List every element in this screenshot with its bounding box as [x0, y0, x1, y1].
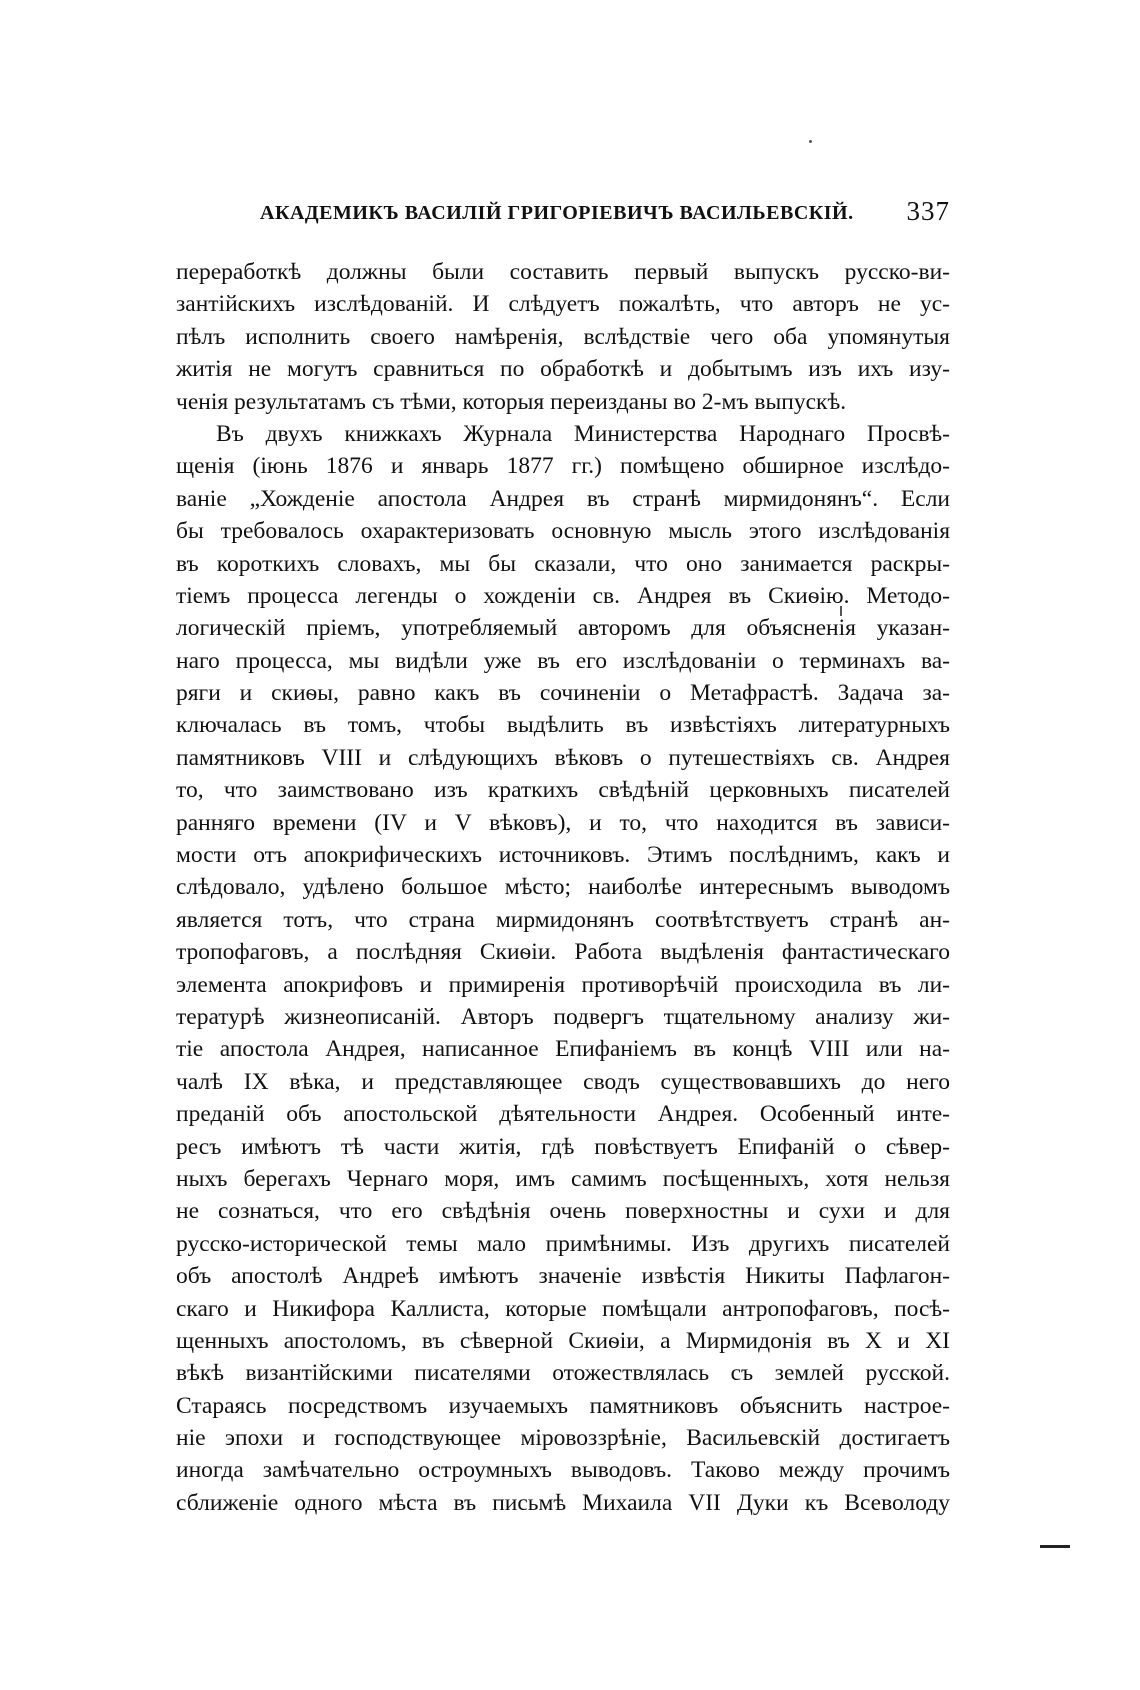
text-line: объ апостолѣ Андреѣ имѣютъ значеніе извѣстія Никиты Пафлагон- — [176, 1263, 950, 1290]
text-line: Стараясь посредствомъ изучаемыхъ памятниковъ объяснить настрое- — [176, 1392, 950, 1419]
text-line: слѣдовало, удѣлено большое мѣсто; наиболѣе интереснымъ выводомъ — [176, 874, 950, 901]
text-line: тіемъ процесса легенды о хожденіи св. Андрея въ Скиѳію. Методо- — [176, 582, 950, 609]
text-line: въ короткихъ словахъ, мы бы сказали, что оно занимается раскры- — [176, 550, 950, 577]
text-line: житія не могутъ сравниться по обработкѣ и добытымъ изъ ихъ изу- — [176, 356, 950, 383]
text-line: ніе эпохи и господствующее міровоззрѣніе, Васильевскій достигаетъ — [176, 1425, 950, 1452]
text-line: является тотъ, что страна мирмидонянъ соотвѣтствуетъ странѣ ан- — [176, 906, 950, 933]
text-line: элемента апокрифовъ и примиренія противорѣчій происходила въ ли- — [176, 971, 950, 998]
text-line: щенія (іюнь 1876 и январь 1877 гг.) помѣщено обширное изслѣдо- — [176, 453, 950, 480]
text-line: щенныхъ апостоломъ, въ сѣверной Скиѳіи, а Мирмидонія въ X и XI — [176, 1327, 950, 1354]
text-line: тературѣ жизнеописаній. Авторъ подвергъ тщательному анализу жи- — [176, 1003, 950, 1030]
margin-dash-mark — [1040, 1545, 1070, 1548]
text-line: ранняго времени (IV и V вѣковъ), и то, что находится въ зависи- — [176, 809, 950, 836]
text-line: переработкѣ должны были составить первый выпускъ русско-ви- — [176, 259, 950, 285]
text-line: тропофаговъ, а послѣдняя Скиѳіи. Работа выдѣленія фантастическаго — [176, 939, 950, 966]
text-line: памятниковъ VIII и слѣдующихъ вѣковъ о путешествіяхъ св. Андрея — [176, 744, 950, 771]
text-line: мости отъ апокрифическихъ источниковъ. Этимъ послѣднимъ, какъ и — [176, 842, 950, 869]
text-line: наго процесса, мы видѣли уже въ его изслѣдованіи о терминахъ ва- — [176, 647, 950, 674]
text-line: русско-исторической темы мало примѣнимы. Изъ другихъ писателей — [176, 1230, 950, 1257]
text-line: ченія результатамъ съ тѣми, которыя переизданы во 2-мъ выпускѣ. — [176, 388, 847, 415]
text-line: ресъ имѣютъ тѣ части житія, гдѣ повѣствуетъ Епифаній о сѣвер- — [176, 1133, 950, 1160]
speck-mark — [809, 140, 812, 143]
running-title: АКАДЕМИКЪ ВАСИЛІЙ ГРИГОРІЕВИЧЪ ВАСИЛЬЕВСКІЙ. — [260, 202, 854, 224]
text-line: ваніе „Хожденіе апостола Андрея въ странѣ мирмидонянъ“. Если — [176, 485, 950, 512]
text-line: чалѣ IX вѣка, и представляющее сводъ существовавшихъ до него — [176, 1068, 950, 1095]
text-line: тіе апостола Андрея, написанное Епифаніемъ въ концѣ VIII или на- — [176, 1036, 950, 1063]
text-line: иногда замѣчательно остроумныхъ выводовъ. Таково между прочимъ — [176, 1457, 950, 1484]
text-line: бы требовалось охарактеризовать основную мысль этого изслѣдованія — [176, 518, 950, 545]
text-line: логическій пріемъ, употребляемый авторомъ для объясненія указан- — [176, 615, 950, 642]
text-line: скаго и Никифора Каллиста, которые помѣщали антропофаговъ, посѣ- — [176, 1295, 950, 1322]
text-line: ключалась въ томъ, чтобы выдѣлить въ извѣстіяхъ литературныхъ — [176, 712, 950, 739]
page-number: 337 — [906, 196, 950, 226]
text-line: сближеніе одного мѣста въ письмѣ Михаила VII Дуки къ Всеволоду — [176, 1489, 950, 1516]
text-line: не сознаться, что его свѣдѣнія очень поверхностны и сухи и для — [176, 1198, 950, 1225]
text-line: ряги и скиѳы, равно какъ въ сочиненіи о Метафрастѣ. Задача за- — [176, 680, 950, 707]
text-line: то, что заимствовано изъ краткихъ свѣдѣній церковныхъ писателей — [176, 777, 950, 804]
text-line: ныхъ берегахъ Чернаго моря, имъ самимъ посѣщенныхъ, хотя нельзя — [176, 1165, 950, 1192]
body-text — [176, 256, 950, 1519]
running-header — [176, 196, 950, 236]
text-line: вѣкѣ византійскими писателями отожествлялась съ землей русской. — [176, 1360, 950, 1387]
text-line: Въ двухъ книжкахъ Журнала Министерства Народнаго Просвѣ- — [216, 420, 950, 447]
text-line: пѣлъ исполнить своего намѣренія, вслѣдствіе чего оба упомянутыя — [176, 323, 950, 350]
text-line: зантійскихъ изслѣдованій. И слѣдуетъ пожалѣть, что авторъ не ус- — [176, 291, 950, 318]
text-line: преданій объ апостольской дѣятельности Андрея. Особенный инте- — [176, 1101, 950, 1128]
